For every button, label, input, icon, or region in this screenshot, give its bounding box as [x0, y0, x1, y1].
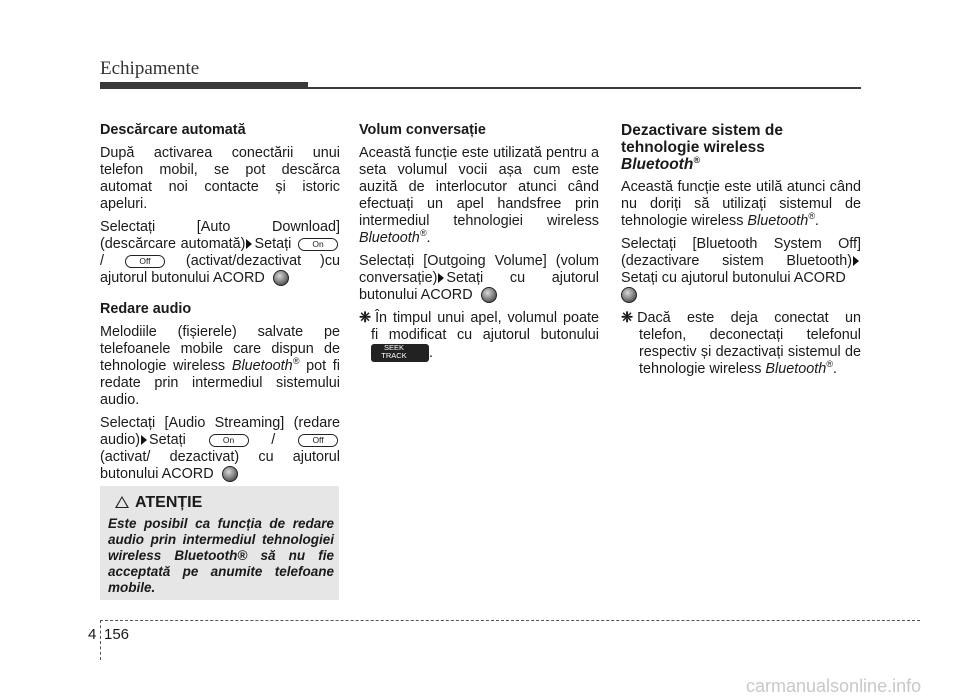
header-title: Echipamente	[100, 58, 200, 79]
watermark: carmanualsonline.info	[746, 676, 922, 696]
footer-rule	[100, 620, 920, 621]
column-3	[621, 122, 861, 384]
paragraph-conversation-volume: Această funcție este utilizată pentru a seta volumul vocii așa cum este auzită de interlocutor atunci când efectuați un apel handsfree prin intermediul tehnologiei wireless Bluetooth®.	[359, 145, 599, 246]
paragraph-bluetooth-off: Această funcție este utilă atunci când nu doriți să utilizați sistemul de tehnologie wireless Bluetooth®.	[621, 179, 861, 229]
acord-knob-icon	[481, 287, 497, 303]
warning-triangle-icon	[115, 496, 129, 508]
footer-divider	[100, 620, 101, 660]
off-button-icon: Off	[125, 255, 165, 268]
arrow-right-icon	[853, 256, 859, 266]
on-button-icon: On	[298, 238, 338, 251]
on-button-icon: On	[209, 434, 249, 447]
page-number: 156	[104, 626, 130, 643]
seek-track-button-icon: SEEK TRACK	[371, 344, 429, 362]
acord-knob-icon	[273, 270, 289, 286]
heading-auto-download: Descărcare automată	[100, 122, 246, 138]
heading-conversation-volume: Volum conversație	[359, 122, 486, 138]
heading-bluetooth-off: Dezactivare sistem de tehnologie wireless Bluetooth®	[621, 122, 783, 173]
acord-knob-icon	[222, 466, 238, 482]
paragraph-auto-download: După activarea conectării unui telefon mobil, se pot descărca automat noi contacte și istoric apeluri.	[100, 145, 340, 212]
column-1	[100, 122, 340, 489]
paragraph-outgoing-volume: Selectați [Outgoing Volume] (volum conversație) Setați cu ajutorul butonului ACORD	[359, 253, 599, 303]
heading-audio-playback: Redare audio	[100, 301, 192, 317]
header-bar	[100, 82, 308, 89]
arrow-right-icon	[141, 435, 147, 445]
acord-knob-icon	[621, 287, 637, 303]
warning-box	[100, 486, 339, 600]
paragraph-audio-playback: Melodiile (fișierele) salvate pe telefoanele mobile care dispun de tehnologie wireless Bluetooth® pot fi redate prin intermediul sistemului audio.	[100, 324, 340, 408]
paragraph-bluetooth-off-steps: Selectați [Bluetooth System Off] (dezactivare sistem Bluetooth) Setați cu ajutorul butonului ACORD	[621, 236, 861, 304]
arrow-right-icon	[246, 239, 252, 249]
warning-text: Este posibil ca funcția de redare audio prin intermediul tehnologiei wireless Bluetooth® să nu fie acceptată pe anumite telefoane mobile.	[108, 516, 334, 595]
paragraph-audio-streaming: Selectați [Audio Streaming] (redare audio) Setați On / Off (activat/ dezactivat) cu ajutorul butonului ACORD	[100, 415, 340, 482]
off-button-icon: Off	[298, 434, 338, 447]
header-rule	[308, 87, 861, 89]
warning-heading: ATENȚIE	[115, 494, 202, 512]
note-volume-during-call: ❈ În timpul unui apel, volumul poate fi modificat cu ajutorul butonului SEEK TRACK .	[359, 310, 599, 361]
note-disconnect-phone: ❈ Dacă este deja conectat un telefon, deconectați telefonul respectiv și dezactivați sistemul de tehnologie wireless Bluetooth®.	[621, 310, 861, 377]
arrow-right-icon	[438, 273, 444, 283]
paragraph-auto-download-steps: Selectați [Auto Download] (descărcare automată) Setați On / Off (activat/dezactivat )cu ajutorul butonului ACORD	[100, 219, 341, 286]
section-number: 4	[88, 626, 97, 643]
column-2	[359, 122, 599, 368]
